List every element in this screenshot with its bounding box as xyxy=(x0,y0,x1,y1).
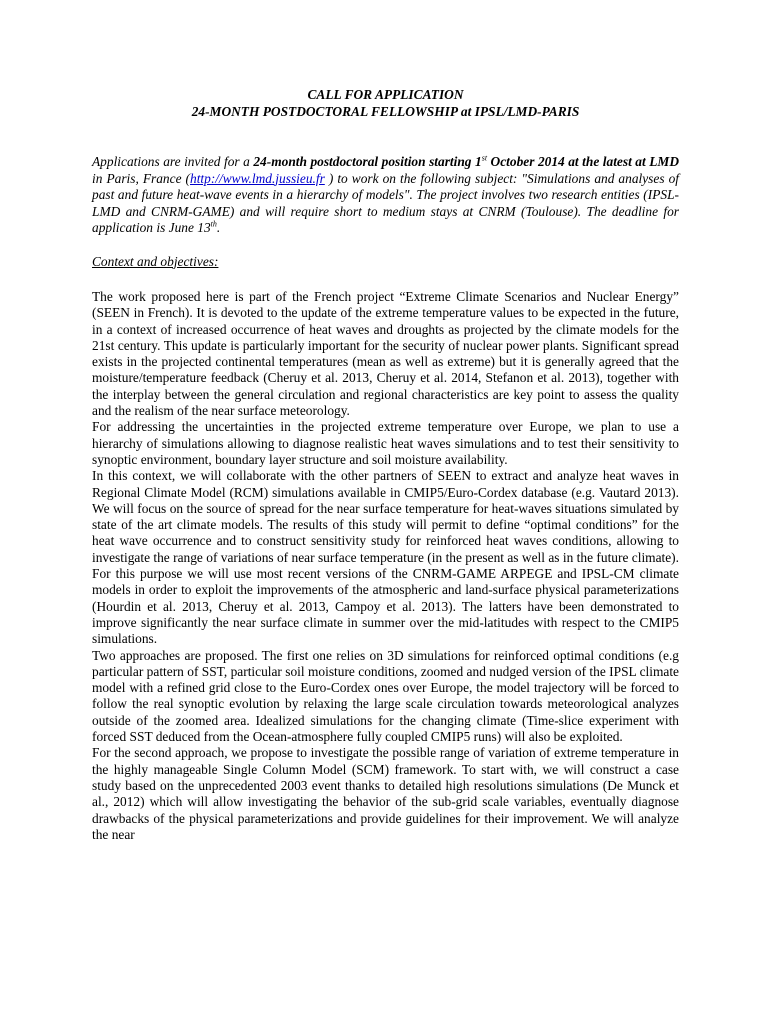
intro-superscript-2: th xyxy=(210,219,217,229)
intro-bold-2: October 2014 at the latest at LMD xyxy=(487,154,679,169)
paragraph-second-approach: For the second approach, we propose to investigate the possible range of variation of extreme temperature in the highly manageable Single Column Model (SCM) framework. To start with, we will construct a case study based on the unprecedented 2003 event thanks to detailed high resolutions simulations (De Munck et al., 2012) which will allow investigating the behavior of the sub-grid scale variables, eventually diagnose drawbacks of the physical parameterizations and provide guidelines for their improvement. We will analyze the near xyxy=(92,745,679,842)
paragraph-approaches: Two approaches are proposed. The first one relies on 3D simulations for reinforced optimal conditions (e.g particular pattern of SST, particular soil moisture conditions, zoomed and nudged version of the IPSL climate model with a refined grid close to the Euro-Cordex ones over Europe, the model trajectory will be forced to follow the real synoptic evolution by relaxing the large scale circulation towards meteorological analyzes outside of the zoomed area. Idealized simulations for the changing climate (Time-slice experiment with forced SST deduced from the Ocean-atmosphere fully coupled CMIP5 runs) will also be exploited. xyxy=(92,647,679,745)
intro-text-2: in Paris, France ( xyxy=(92,170,190,186)
intro-superscript-1: st xyxy=(481,153,488,163)
intro-bold-1: 24-month postdoctoral position starting 1 xyxy=(253,154,482,169)
intro-text-3: ) to work on the following subject: "Simulations and analyses of past and future heat-wave events in a hierarchy of models". The project involves two research entities (IPSL-LMD and CNRM-GAME) and will require short to medium stays at CNRM (Toulouse). The deadline for application is June 13 xyxy=(92,170,679,235)
paragraph-project: The work proposed here is part of the French project “Extreme Climate Scenarios and Nuclear Energy” (SEEN in French). It is devoted to the update of the extreme temperature values to be expected in the future, in a context of increased occurrence of heat waves and droughts as projected by the climate models for the 21st century. This update is particularly important for the security of nuclear power plants. Significant spread exists in the projected continental temperatures (mean as well as extreme) but it is generally agreed that the moisture/temperature feedback (Cheruy et al. 2013, Cheruy et al. 2014, Stefanon et al. 2013), together with the interplay between the general circulation and regional characteristics are key point to assess the quality and the realism of the near surface meteorology. xyxy=(92,289,679,419)
lmd-website-link[interactable]: http://www.lmd.jussieu.fr xyxy=(190,170,325,186)
intro-paragraph xyxy=(92,154,679,237)
fellowship-title: 24-MONTH POSTDOCTORAL FELLOWSHIP at IPSL/LMD-PARIS xyxy=(191,104,580,119)
paragraph-uncertainties: For addressing the uncertainties in the projected extreme temperature over Europe, we plan to use a hierarchy of simulations allowing to diagnose realistic heat waves simulations and to test their sensitivity to synoptic environment, boundary layer structure and soil moisture availability. xyxy=(92,419,679,467)
document-page xyxy=(92,86,679,843)
call-title: CALL FOR APPLICATION xyxy=(307,87,464,102)
section-heading: Context and objectives: xyxy=(92,253,219,269)
paragraph-context: In this context, we will collaborate with the other partners of SEEN to extract and analyze heat waves in Regional Climate Model (RCM) simulations available in CMIP5/Euro-Cordex database (e.g. Vautard 2013). We will focus on the source of spread for the near surface temperature for heat-waves situations simulated by state of the art climate models. The results of this study will permit to define “optimal conditions” for the heat wave occurrence and to construct sensitivity study for reinforced heat waves conditions, allowing to investigate the range of variations of near surface temperature (in the present as well as in the future climate). For this purpose we will use most recent versions of the CNRM-GAME ARPEGE and IPSL-CM climate models in order to exploit the improvements of the atmospheric and land-surface physical parameterizations (Hourdin et al. 2013, Cheruy et al. 2013, Campoy et al. 2013). The latters have been demonstrated to improve significantly the near surface climate in summer over the mid-latitudes with respect to the CMIP5 simulations. xyxy=(92,468,679,647)
intro-text-4: . xyxy=(216,220,221,235)
body-text xyxy=(92,289,679,843)
intro-text-1: Applications are invited for a xyxy=(92,154,254,169)
